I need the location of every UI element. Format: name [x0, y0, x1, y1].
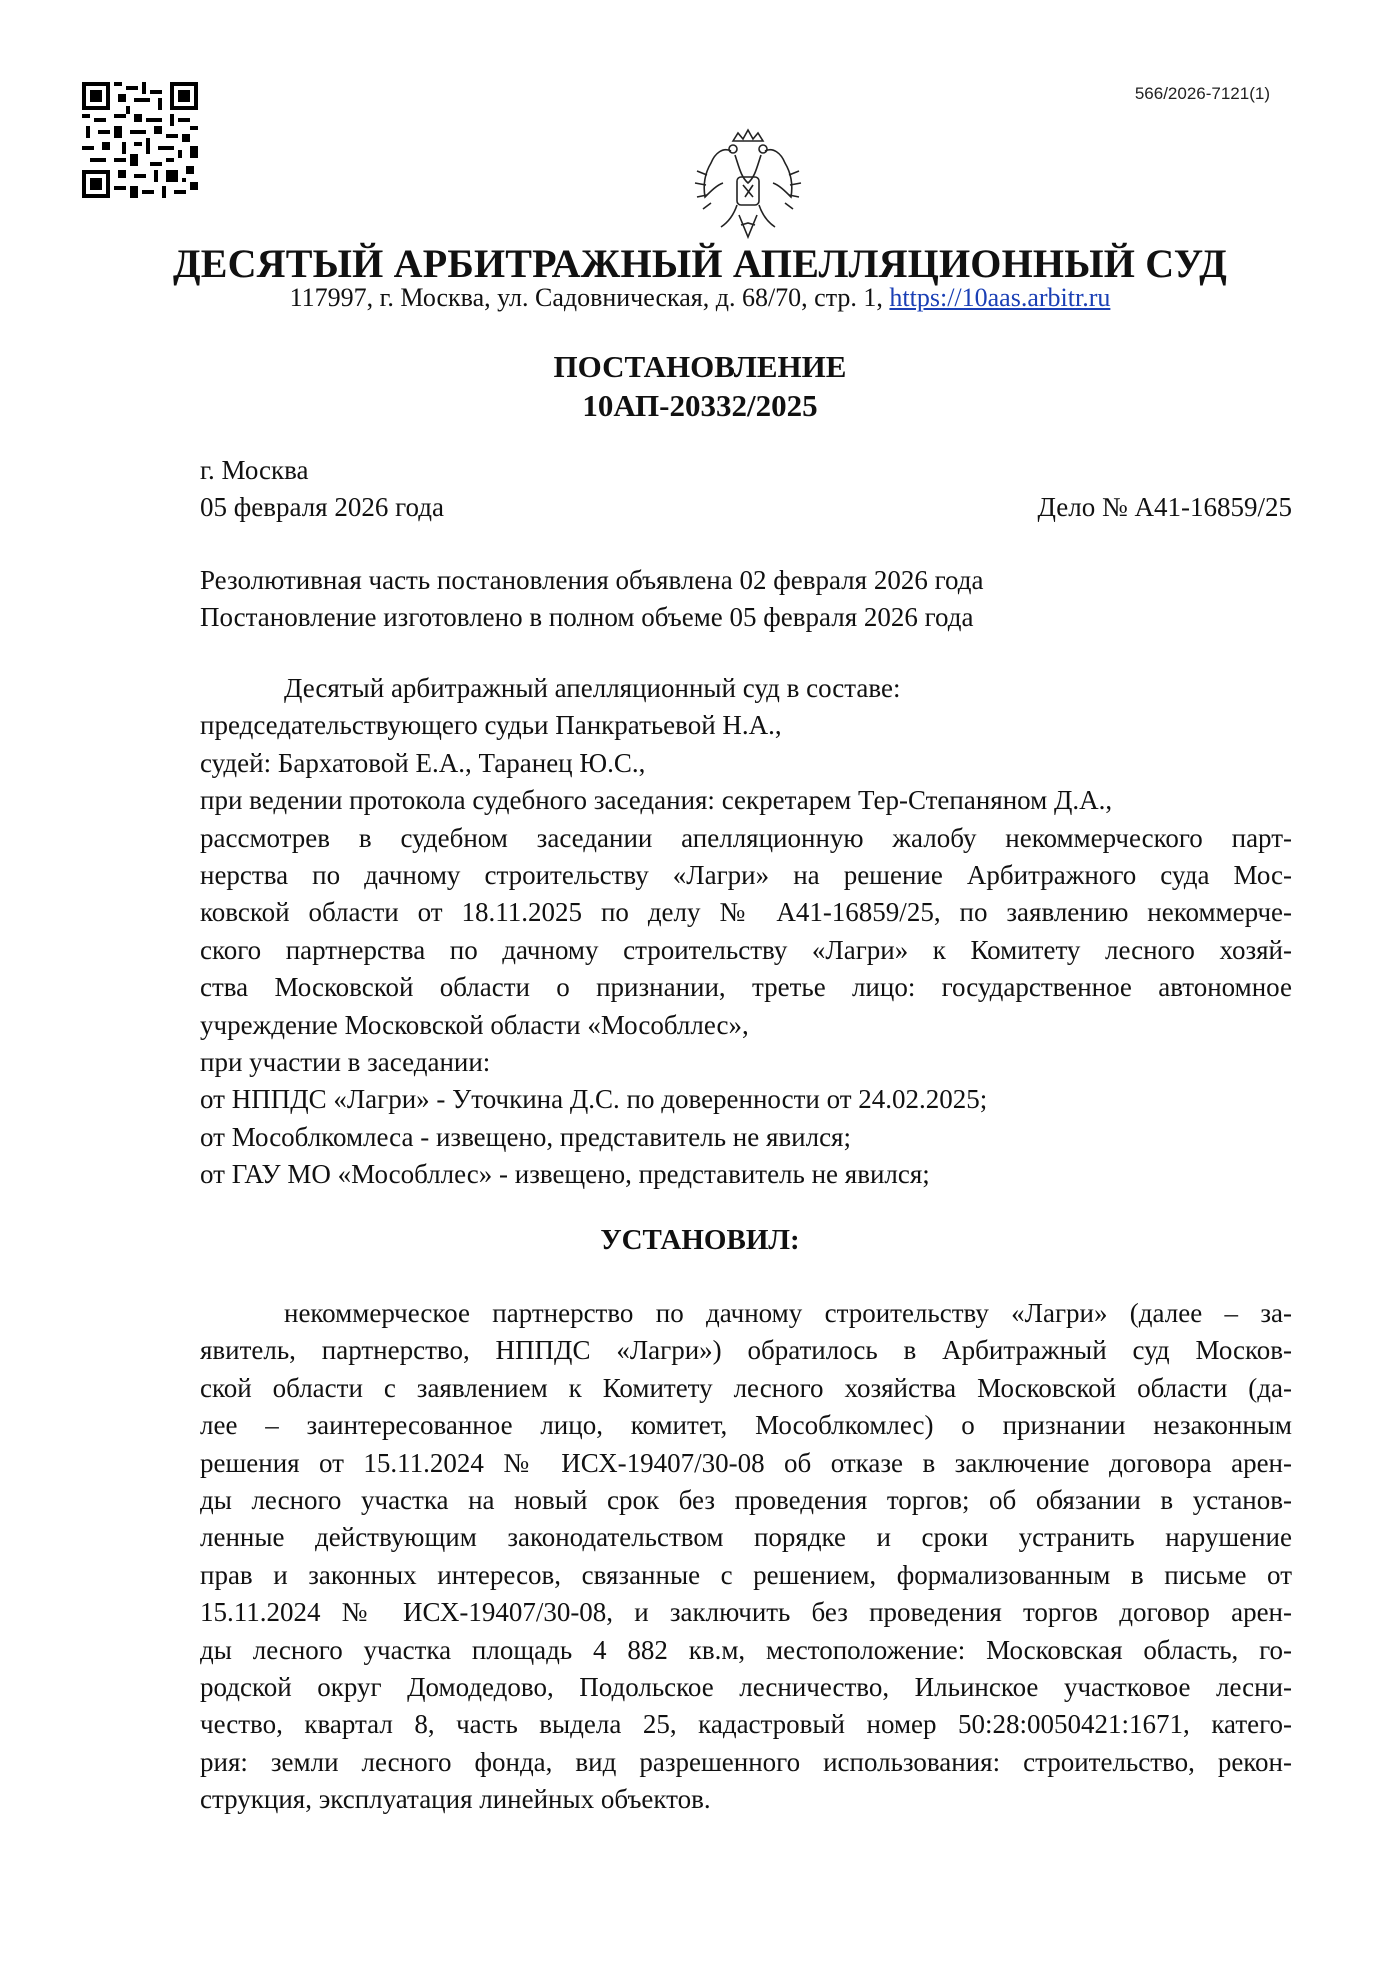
text-line: ленные действующим законодательством порядке и сроки устранить нарушение — [200, 1522, 1292, 1553]
court-composition — [200, 670, 1292, 1194]
court-name: ДЕСЯТЫЙ АРБИТРАЖНЫЙ АПЕЛЛЯЦИОННЫЙ СУД — [172, 241, 1228, 286]
text-line: рассмотрев в судебном заседании апелляционную жалобу некоммерческого парт- — [200, 822, 1292, 853]
text-line: ского партнерства по дачному строительству «Лагри» к Комитету лесного хозяй- — [200, 934, 1292, 965]
text-line: лее – заинтересованное лицо, комитет, Мособлкомлес) о признании незаконным — [200, 1410, 1292, 1441]
text-line: явитель, партнерство, НППДС «Лагри») обратилось в Арбитражный суд Москов- — [200, 1335, 1292, 1366]
document-type: ПОСТАНОВЛЕНИЕ — [553, 349, 847, 384]
text-line: от ГАУ МО «Мособллес» - извещено, представитель не явился; — [200, 1159, 930, 1190]
text-line: ды лесного участка площадь 4 882 кв.м, местоположение: Московская область, го- — [200, 1634, 1292, 1665]
text-line: Десятый арбитражный апелляционный суд в составе: — [284, 673, 901, 703]
text-line: при ведении протокола судебного заседания: секретарем Тер-Степаняном Д.А., — [200, 785, 1113, 816]
text-line: председательствующего судьи Панкратьевой Н.А., — [200, 710, 782, 741]
court-website-link[interactable]: https://10aas.arbitr.ru — [889, 283, 1111, 312]
text-line: при участии в заседании: — [200, 1047, 491, 1078]
text-line: судей: Бархатовой Е.А., Таранец Ю.С., — [200, 747, 646, 778]
ruling-text — [200, 1295, 1292, 1819]
text-line: некоммерческое партнерство по дачному строительству «Лагри» (далее – за- — [284, 1298, 1292, 1328]
case-number: Дело № А41-16859/25 — [1037, 492, 1292, 522]
ruling-heading: УСТАНОВИЛ: — [600, 1224, 800, 1256]
text-line: ства Московской области о признании, третье лицо: государственное автономное — [200, 972, 1292, 1003]
text-line: учреждение Московской области «Мособллес», — [200, 1009, 749, 1040]
document-meta — [200, 452, 1292, 526]
document-number: 566/2026-7121(1) — [1134, 84, 1270, 103]
court-address — [0, 283, 1400, 313]
resolution-number: 10АП-20332/2025 — [582, 388, 818, 423]
text-line: от Мособлкомлеса - извещено, представитель не явился; — [200, 1121, 851, 1152]
text-line: от НППДС «Лагри» - Уточкина Д.С. по доверенности от 24.02.2025; — [200, 1084, 988, 1115]
announcement-block — [200, 562, 1292, 636]
city: г. Москва — [200, 455, 309, 485]
text-line: решения от 15.11.2024 № ИСХ-19407/30-08 об отказе в заключение договора арен- — [200, 1447, 1292, 1478]
text-line: ской области с заявлением к Комитету лесного хозяйства Московской области (да- — [200, 1372, 1292, 1403]
text-line: 15.11.2024 № ИСХ-19407/30-08, и заключить без проведения торгов договор арен- — [200, 1597, 1292, 1628]
text-line: ды лесного участка на новый срок без проведения торгов; об обязании в установ- — [200, 1485, 1292, 1516]
announce-line-2: Постановление изготовлено в полном объеме 05 февраля 2026 года — [200, 602, 974, 632]
document-title — [0, 347, 1400, 425]
text-line: чество, квартал 8, часть выдела 25, кадастровый номер 50:28:0050421:1671, катего- — [200, 1709, 1292, 1740]
text-line: нерства по дачному строительству «Лагри» на решение Арбитражного суда Мос- — [200, 860, 1292, 891]
text-line: струкция, эксплуатация линейных объектов. — [200, 1784, 711, 1815]
text-line: родской округ Домодедово, Подольское лесничество, Ильинское участковое лесни- — [200, 1672, 1292, 1703]
text-line: прав и законных интересов, связанные с решением, формализованным в письме от — [200, 1559, 1292, 1590]
document-date: 05 февраля 2026 года — [200, 492, 444, 522]
text-line: ковской области от 18.11.2025 по делу № А41-16859/25, по заявлению некоммерче- — [200, 897, 1292, 928]
qr-code-icon — [82, 82, 198, 198]
text-line: рия: земли лесного фонда, вид разрешенного использования: строительство, рекон- — [200, 1746, 1292, 1777]
address-text: 117997, г. Москва, ул. Садовническая, д. 68/70, стр. 1, — [289, 283, 883, 312]
announce-line-1: Резолютивная часть постановления объявлена 02 февраля 2026 года — [200, 565, 984, 595]
date-case-row — [200, 489, 1292, 526]
russian-coat-of-arms-icon — [693, 127, 803, 245]
